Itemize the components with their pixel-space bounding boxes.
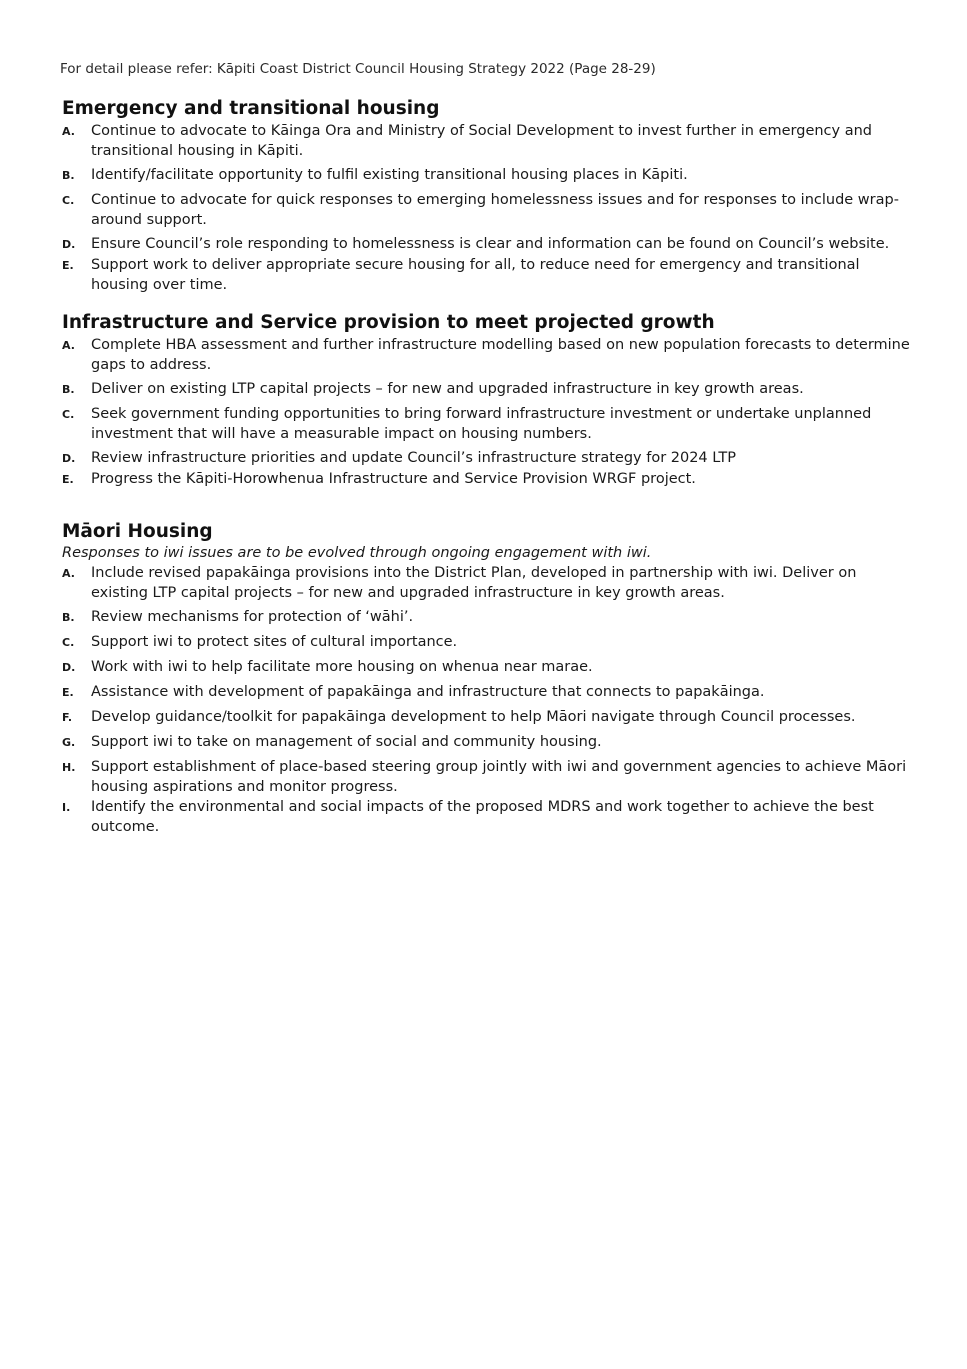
item-text: Progress the Kāpiti-Horowhenua Infrastructure and Service Provision WRGF project. bbox=[91, 471, 696, 487]
item-text: Review mechanisms for protection of ‘wāhi’. bbox=[91, 609, 414, 625]
section-note: Responses to iwi issues are to be evolved through ongoing engagement with iwi. bbox=[62, 545, 652, 561]
item-letter: D. bbox=[62, 238, 76, 251]
item-text: Develop guidance/toolkit for papakāinga development to help Māori navigate through Council processes. bbox=[91, 709, 856, 725]
item-text: Support iwi to take on management of social and community housing. bbox=[91, 734, 602, 750]
item-letter: E. bbox=[62, 686, 74, 699]
list-item bbox=[62, 797, 912, 837]
item-letter: B. bbox=[62, 169, 75, 182]
item-letter: D. bbox=[62, 661, 76, 674]
list-item bbox=[62, 657, 912, 678]
item-letter: H. bbox=[62, 761, 76, 774]
item-letter: A. bbox=[62, 567, 75, 580]
action-list bbox=[62, 335, 912, 490]
list-item bbox=[62, 165, 912, 186]
item-letter: A. bbox=[62, 125, 75, 138]
reference-note: For detail please refer: Kāpiti Coast District Council Housing Strategy 2022 (Page 28-29) bbox=[60, 61, 656, 77]
item-text: Identify/facilitate opportunity to fulfil existing transitional housing places in Kāpiti. bbox=[91, 167, 688, 183]
list-item bbox=[62, 335, 912, 375]
item-text: Support work to deliver appropriate secure housing for all, to reduce need for emergency and transitional housing over time. bbox=[91, 257, 860, 293]
list-item bbox=[62, 255, 912, 295]
item-text: Deliver on existing LTP capital projects – for new and upgraded infrastructure in key growth areas. bbox=[91, 381, 804, 397]
item-letter: B. bbox=[62, 383, 75, 396]
item-text: Support establishment of place-based steering group jointly with iwi and government agencies to achieve Māori housing aspirations and monitor progress. bbox=[91, 759, 907, 795]
item-text: Identify the environmental and social impacts of the proposed MDRS and work together to achieve the best outcome. bbox=[91, 799, 874, 835]
item-text: Seek government funding opportunities to bring forward infrastructure investment or undertake unplanned investment that will have a measurable impact on housing numbers. bbox=[91, 406, 872, 442]
item-text: Continue to advocate for quick responses to emerging homelessness issues and for responses to include wrap-around support. bbox=[91, 192, 899, 228]
list-item bbox=[62, 379, 912, 400]
section-heading: Māori Housing bbox=[62, 521, 213, 542]
item-text: Continue to advocate to Kāinga Ora and Ministry of Social Development to invest further in emergency and transitional housing in Kāpiti. bbox=[91, 123, 872, 159]
item-letter: E. bbox=[62, 259, 74, 272]
item-text: Assistance with development of papakāinga and infrastructure that connects to papakāinga. bbox=[91, 684, 765, 700]
section-heading: Emergency and transitional housing bbox=[62, 98, 440, 119]
item-letter: F. bbox=[62, 711, 73, 724]
item-letter: G. bbox=[62, 736, 76, 749]
section-infrastructure bbox=[62, 311, 912, 494]
list-item bbox=[62, 404, 912, 444]
section-heading: Infrastructure and Service provision to meet projected growth bbox=[62, 312, 715, 333]
action-list bbox=[62, 563, 912, 837]
list-item bbox=[62, 234, 912, 255]
item-text: Review infrastructure priorities and update Council’s infrastructure strategy for 2024 LTP bbox=[91, 450, 736, 466]
item-text: Support iwi to protect sites of cultural importance. bbox=[91, 634, 458, 650]
item-letter: E. bbox=[62, 473, 74, 486]
list-item bbox=[62, 469, 912, 490]
item-letter: C. bbox=[62, 408, 75, 421]
list-item bbox=[62, 732, 912, 753]
item-letter: C. bbox=[62, 194, 75, 207]
item-text: Include revised papakāinga provisions into the District Plan, developed in partnership with iwi. Deliver on existing LTP capital projects – for new and upgraded infrastructure in key growth areas. bbox=[91, 565, 857, 601]
item-text: Ensure Council’s role responding to homelessness is clear and information can be found on Council’s website. bbox=[91, 236, 890, 252]
list-item bbox=[62, 632, 912, 653]
item-letter: C. bbox=[62, 636, 75, 649]
list-item bbox=[62, 190, 912, 230]
item-text: Work with iwi to help facilitate more housing on whenua near marae. bbox=[91, 659, 593, 675]
list-item bbox=[62, 448, 912, 469]
list-item bbox=[62, 563, 912, 603]
list-item bbox=[62, 607, 912, 628]
item-letter: D. bbox=[62, 452, 76, 465]
item-letter: B. bbox=[62, 611, 75, 624]
section-maori-housing bbox=[62, 520, 912, 841]
item-letter: I. bbox=[62, 801, 71, 814]
list-item bbox=[62, 757, 912, 797]
action-list bbox=[62, 121, 912, 295]
item-text: Complete HBA assessment and further infrastructure modelling based on new population forecasts to determine gaps to address. bbox=[91, 337, 910, 373]
list-item bbox=[62, 121, 912, 161]
list-item bbox=[62, 707, 912, 728]
list-item bbox=[62, 682, 912, 703]
section-emergency-housing bbox=[62, 97, 912, 299]
item-letter: A. bbox=[62, 339, 75, 352]
